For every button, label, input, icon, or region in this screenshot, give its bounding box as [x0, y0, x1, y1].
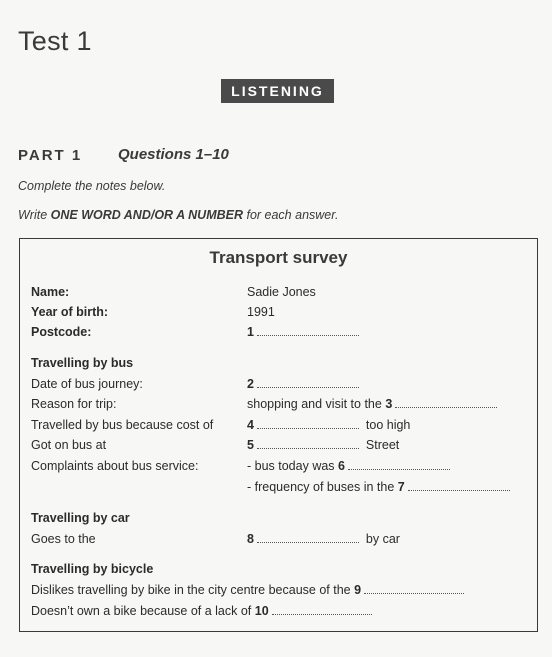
- question-number-8: 8: [247, 532, 254, 546]
- answer-blank-10[interactable]: [272, 603, 372, 615]
- year-of-birth-label: Year of birth:: [31, 305, 109, 319]
- bike-ownership-row: [31, 603, 372, 618]
- bus-heading: Travelling by bus: [31, 356, 134, 370]
- complaint-2-row: [31, 479, 529, 495]
- bike-ownership-text: Doesn’t own a bike because of a lack of: [31, 604, 252, 618]
- bus-cost-row: [31, 417, 529, 433]
- name-row: [31, 284, 529, 300]
- notes-title: Transport survey: [209, 248, 348, 267]
- trip-reason-text: shopping and visit to the: [247, 397, 382, 411]
- answer-blank-7[interactable]: [408, 479, 510, 491]
- question-number-6: 6: [338, 459, 345, 473]
- answer-blank-2[interactable]: [257, 376, 359, 388]
- answer-blank-1[interactable]: [257, 324, 359, 336]
- instruction-complete-notes: Complete the notes below.: [18, 179, 166, 193]
- car-goes-label: Goes to the: [31, 532, 96, 546]
- instruction-word-limit: [18, 208, 338, 222]
- notes-box: [19, 238, 538, 632]
- test-title: Test 1: [18, 26, 92, 56]
- question-number-1: 1: [247, 325, 254, 339]
- bus-date-row: [31, 376, 529, 392]
- complaint-1: [247, 458, 450, 474]
- postcode-label: Postcode:: [31, 325, 92, 339]
- complaints-row: [31, 458, 529, 474]
- instruction-prefix: Write: [18, 208, 51, 222]
- name-label: Name:: [31, 285, 70, 299]
- question-number-7: 7: [397, 480, 405, 494]
- car-heading: Travelling by car: [31, 511, 130, 525]
- bus-cost-label: Travelled by bus because cost of: [31, 418, 214, 432]
- got-on-bus-row: [31, 437, 529, 453]
- complaints-label: Complaints about bus service:: [31, 459, 199, 473]
- bus-cost-answer: [247, 417, 410, 433]
- answer-blank-3[interactable]: [395, 396, 497, 408]
- answer-blank-6[interactable]: [348, 458, 450, 470]
- bike-dislike-row: [31, 582, 464, 597]
- question-number-10: 10: [254, 604, 269, 618]
- complaint-1-text: - bus today was: [247, 459, 335, 473]
- got-on-bus-answer: [247, 437, 399, 453]
- got-on-bus-label: Got on bus at: [31, 438, 107, 452]
- postcode-row: [31, 324, 529, 340]
- got-on-bus-suffix: Street: [365, 438, 400, 452]
- section-badge: LISTENING: [221, 79, 334, 103]
- bus-date-answer: [247, 376, 359, 392]
- question-number-4: 4: [247, 418, 254, 432]
- complaint-2-text: - frequency of buses in the: [247, 480, 395, 494]
- part-label: PART 1: [18, 147, 83, 164]
- trip-reason-row: [31, 396, 529, 412]
- bus-cost-suffix: too high: [365, 418, 411, 432]
- instruction-suffix: for each answer.: [243, 208, 339, 222]
- bus-date-label: Date of bus journey:: [31, 377, 143, 391]
- questions-label: Questions 1–10: [118, 146, 229, 163]
- year-of-birth-row: [31, 304, 529, 320]
- complaint-2: [247, 479, 510, 495]
- trip-reason-label: Reason for trip:: [31, 397, 117, 411]
- bike-dislike-text: Dislikes travelling by bike in the city centre because of the: [31, 583, 351, 597]
- question-number-3: 3: [385, 397, 393, 411]
- name-value: Sadie Jones: [247, 285, 316, 299]
- question-number-2: 2: [247, 377, 254, 391]
- bicycle-heading: Travelling by bicycle: [31, 562, 154, 576]
- answer-blank-8[interactable]: [257, 531, 359, 543]
- answer-blank-9[interactable]: [364, 582, 464, 594]
- year-of-birth-value: 1991: [247, 305, 275, 319]
- trip-reason-answer: [247, 396, 497, 412]
- answer-blank-5[interactable]: [257, 437, 359, 449]
- question-number-5: 5: [247, 438, 254, 452]
- question-number-9: 9: [354, 583, 362, 597]
- answer-blank-4[interactable]: [257, 417, 359, 429]
- car-goes-row: [31, 531, 529, 547]
- postcode-answer: [247, 324, 359, 340]
- instruction-word-limit-bold: ONE WORD AND/OR A NUMBER: [50, 208, 243, 222]
- car-goes-suffix: by car: [365, 532, 400, 546]
- car-goes-answer: [247, 531, 400, 547]
